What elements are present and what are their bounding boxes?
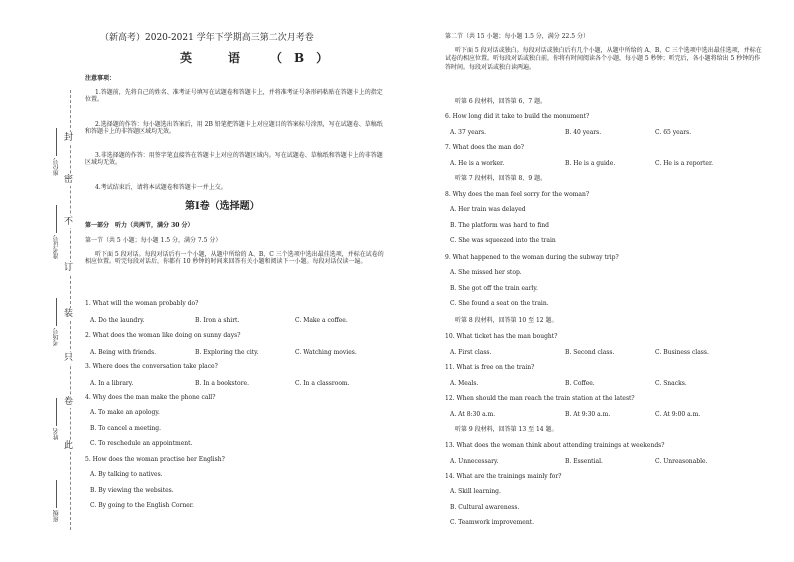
class-label	[52, 480, 61, 522]
binding-margin	[0, 0, 90, 562]
answer-option: C. To reschedule an appointment.	[90, 440, 193, 447]
answer-option: C. Business class.	[655, 349, 709, 356]
notice-item: 2.选择题的作答：每小题选出答案后，用 2B 铅笔把答题卡上对应题目的答案标号涂黑，写在试题卷、草稿纸和答题卡上的非答题区域均无效。	[85, 121, 383, 136]
answer-option: A. She missed her stop.	[450, 269, 522, 276]
notice-item: 4.考试结束后，请将本试题卷和答题卡一并上交。	[95, 184, 227, 191]
fill-line	[57, 205, 58, 233]
listening-note: 听第 8 段材料，回答第 10 至 12 题。	[455, 317, 558, 324]
answer-option: B. Exploring the city.	[195, 349, 259, 356]
sub1-label: 第一节（共 5 小题；每小题 1.5 分，满分 7.5 分）	[85, 237, 222, 244]
notice-item: 3.非选择题的作答：用签字笔直接答在答题卡上对应的答题区域内。写在试题卷、草稿纸和答题卡上的非答题区域均无效。	[85, 152, 383, 167]
exam-title: （新高考）2020-2021 学年下学期高三第二次月考卷	[100, 33, 314, 43]
sub1-instructions: 听下面 5 段对话。每段对话后有一个小题，从题中所给的 A、B、C 三个选项中选出最佳选项，并标在试卷的相应位置。听完每段对话后，你都有 10 秒钟的时间来回答有关小题和阅读下一小题。每段对话仅读一遍。	[85, 251, 384, 266]
seal-char: 订	[64, 263, 74, 273]
answer-option: A. 37 years.	[450, 129, 487, 136]
question-stem: 5. How does the woman practise her English?	[85, 456, 225, 463]
answer-option: C. Teamwork improvement.	[450, 519, 534, 526]
seal-char: 密	[64, 175, 74, 185]
answer-option: B. He is a guide.	[565, 160, 616, 167]
answer-option: C. Unreasonable.	[655, 458, 708, 465]
label-text: 考场号	[53, 328, 60, 346]
answer-option: C. Snacks.	[655, 380, 687, 387]
label-text: 班级	[53, 510, 60, 522]
question-stem: 10. What ticket has the man bought?	[445, 333, 558, 340]
answer-option: B. Cultural awareness.	[450, 503, 520, 511]
answer-option: B. 40 years.	[565, 129, 602, 136]
answer-option: A. By talking to natives.	[90, 471, 163, 478]
listening-note: 听第 6 段材料，回答第 6、7 题。	[455, 98, 547, 105]
sub2-label: 第二节（共 15 小题；每小题 1.5 分，满分 22.5 分）	[445, 33, 589, 40]
question-stem: 7. What does the man do?	[445, 144, 524, 151]
answer-option: A. He is a worker.	[450, 160, 505, 167]
answer-option: A. In a library.	[90, 380, 134, 387]
listening-note: 听第 9 段材料，回答第 13 至 14 题。	[455, 426, 558, 433]
exam-room-label	[52, 298, 61, 346]
fill-line	[57, 128, 58, 156]
answer-option: B. Second class.	[565, 349, 615, 356]
question-stem: 4. Why does the man make the phone call?	[85, 394, 216, 401]
answer-option: C. He is a reporter.	[655, 160, 714, 167]
question-stem: 1. What will the woman probably do?	[85, 300, 199, 307]
fill-line	[57, 298, 58, 326]
answer-option: B. Coffee.	[565, 380, 595, 387]
answer-option: B. To cancel a meeting.	[90, 424, 162, 432]
answer-option: A. Skill learning.	[450, 488, 501, 495]
question-stem: 14. What are the trainings mainly for?	[445, 473, 562, 480]
label-text: 姓名	[53, 428, 60, 440]
answer-option: B. In a bookstore.	[195, 380, 249, 387]
answer-option: A. First class.	[450, 349, 492, 356]
label-text: 座位号	[53, 158, 60, 176]
sub2-instructions: 听下面 5 段对话或独白。每段对话或独白后有几个小题，从题中所给的 A、B、C 三个选项中选出最佳选项，并标在试卷的相应位置。听每段对话或独白前，你将有时间阅读各个小题，每小题 5 秒钟；听完后，各小题将给出 5 秒钟的作答时间。每段对话或独白读两遍。	[445, 47, 762, 71]
section-label: 第一部分 听力（共两节，满分 30 分）	[85, 222, 194, 229]
listening-note: 听第 7 段材料，回答第 8、9 题。	[455, 175, 547, 182]
question-stem: 2. What does the woman like doing on sunny days?	[85, 332, 241, 339]
seat-number-label	[52, 128, 61, 176]
answer-option: B. By viewing the websites.	[90, 486, 174, 494]
seal-char: 只	[64, 353, 74, 363]
answer-option: A. Do the laundry.	[90, 317, 145, 324]
fill-line	[57, 480, 58, 508]
answer-option: A. Being with friends.	[90, 349, 157, 356]
answer-option: B. Essential.	[565, 458, 603, 465]
seal-char: 卷	[64, 397, 74, 407]
question-stem: 9. What happened to the woman during the subway trip?	[445, 254, 619, 261]
question-stem: 3. Where does the conversation take place?	[85, 363, 218, 370]
seal-char: 此	[64, 441, 74, 451]
answer-option: B. The platform was hard to find	[450, 221, 549, 229]
answer-option: A. To make an apology.	[90, 409, 160, 416]
answer-option: B. At 9:30 a.m.	[565, 411, 611, 418]
name-label	[52, 398, 61, 440]
seal-char: 装	[64, 309, 74, 319]
part1-title: 第Ⅰ卷（选择题）	[185, 201, 260, 212]
exam-number-label	[52, 205, 61, 259]
answer-option: A. Unnecessary.	[450, 458, 499, 465]
label-text: 准考证号	[53, 235, 60, 259]
answer-option: C. 65 years.	[655, 129, 692, 136]
seal-char: 不	[64, 217, 74, 227]
notice-item: 1.答题前，先将自己的姓名、准考证号填写在试题卷和答题卡上，并将准考证号条形码粘贴在答题卡上的指定位置。	[85, 89, 383, 104]
answer-option: C. At 9:00 a.m.	[655, 411, 701, 418]
question-stem: 12. When should the man reach the train station at the latest?	[445, 395, 635, 402]
answer-option: A. Meals.	[450, 380, 479, 387]
answer-option: C. She found a seat on the train.	[450, 300, 549, 307]
notice-heading: 注意事项：	[85, 75, 116, 82]
answer-option: B. She got off the train early.	[450, 284, 538, 292]
answer-option: A. At 8:30 a.m.	[450, 411, 496, 418]
answer-option: C. Make a coffee.	[295, 317, 348, 324]
exam-subtitle: 英 语 （B）	[180, 51, 341, 65]
answer-option: C. By going to the English Corner.	[90, 502, 194, 509]
question-stem: 8. Why does the man feel sorry for the woman?	[445, 191, 590, 198]
answer-option: A. Her train was delayed	[450, 206, 526, 213]
question-stem: 6. How long did it take to build the monument?	[445, 113, 590, 120]
seal-char: 封	[64, 133, 74, 143]
answer-option: C. Watching movies.	[295, 349, 357, 356]
question-stem: 11. What is free on the train?	[445, 364, 535, 371]
answer-option: B. Iron a shirt.	[195, 317, 240, 324]
answer-option: C. She was squeezed into the train	[450, 237, 556, 244]
answer-option: C. In a classroom.	[295, 380, 350, 387]
question-stem: 13. What does the woman think about attending trainings at weekends?	[445, 442, 665, 449]
fill-line	[57, 398, 58, 426]
